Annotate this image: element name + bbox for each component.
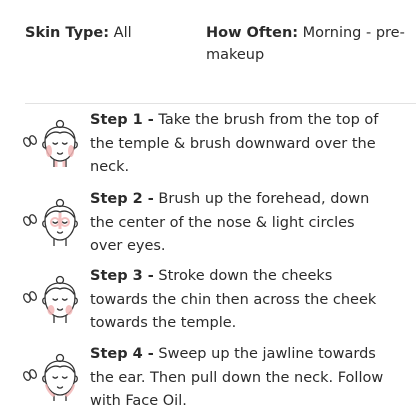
step-4 [0, 343, 416, 415]
how-often-value: Morning - pre-makeup [206, 25, 405, 63]
step-2-description: Brush up the forehead, down the center of the nose & light circles over eyes. [90, 191, 370, 254]
step-1 [0, 109, 416, 181]
step-1-text [90, 109, 390, 180]
step-4-title: Step 4 - [90, 346, 154, 362]
step-4-description: Sweep up the jawline towards the ear. Then pull down the neck. Follow with Face Oil. [90, 346, 384, 409]
skin-type-label: Skin Type: [25, 25, 110, 41]
face-massage-icon [20, 351, 84, 401]
step-3 [0, 265, 416, 337]
how-often-label: How Often: [206, 25, 299, 41]
step-2-title: Step 2 - [90, 191, 154, 207]
step-2 [0, 188, 416, 260]
divider [25, 103, 416, 104]
step-3-text [90, 265, 390, 336]
step-1-title: Step 1 - [90, 112, 154, 128]
step-1-description: Take the brush from the top of the temple & brush downward over the neck. [90, 112, 379, 175]
info-row [25, 22, 406, 76]
step-3-description: Stroke down the cheeks towards the chin then across the cheek towards the temple. [90, 268, 377, 331]
face-massage-icon [20, 117, 84, 167]
step-2-text [90, 188, 390, 259]
skin-type [25, 22, 132, 44]
skin-type-value: All [113, 25, 132, 41]
step-3-title: Step 3 - [90, 268, 154, 284]
face-massage-icon [20, 273, 84, 323]
step-4-text [90, 343, 390, 414]
how-often [206, 22, 406, 66]
face-massage-icon [20, 196, 84, 246]
